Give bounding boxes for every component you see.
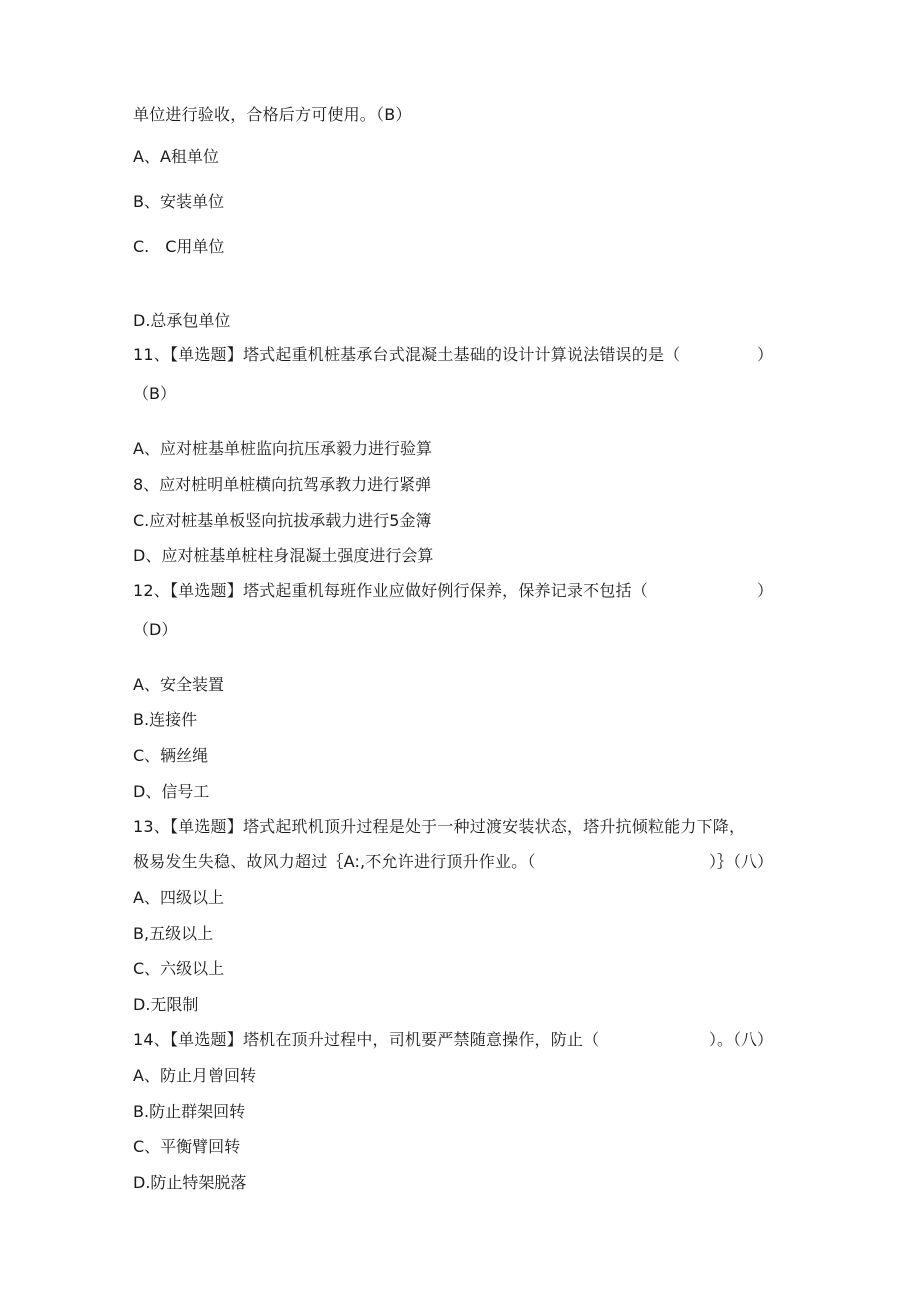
question-11-option-b: 8、应对桩明单桩横向抗驾承教力进行紧弹 (133, 475, 432, 494)
question-13-stem-line-1: 13、【单选题】塔式起玳机顶升过程是处于一种过渡安装状态，塔升抗倾粒能力下降， (133, 817, 746, 836)
question-12-close-paren: ） (756, 581, 773, 600)
question-13-answer: ）｝（八） (708, 852, 773, 871)
question-11-option-c: C.应对桩基单板竖向抗拔承载力进行5金簿 (133, 511, 432, 530)
question-14-answer: ）。（八） (708, 1030, 773, 1049)
option-a: A、A租单位 (133, 147, 219, 166)
question-14-option-c: C、平衡臂回转 (133, 1137, 241, 1156)
question-12-option-c: C、辆丝绳 (133, 746, 209, 765)
question-14-option-d: D.防止特架脱落 (133, 1173, 247, 1192)
question-11-answer: （B） (133, 384, 176, 403)
question-13-option-b: B,五级以上 (133, 924, 214, 943)
question-14-text: 14、【单选题】塔机在顶升过程中，司机要严禁随意操作，防止（ (133, 1030, 600, 1049)
question-12-option-a: A、安全装置 (133, 675, 224, 694)
option-c: C. C用单位 (133, 237, 225, 256)
question-11-text: 11、【单选题】塔式起重机桩基承台式混凝土基础的设计计算说法错误的是（ (133, 345, 681, 364)
question-11-close-paren: ） (756, 345, 773, 364)
question-14-stem (133, 1029, 773, 1051)
question-12-stem (133, 580, 773, 602)
question-12-answer: （D） (133, 620, 178, 639)
question-13-stem-line-2 (133, 851, 773, 873)
question-stem-tail: 单位进行验收，合格后方可使用。（B） (133, 105, 412, 124)
question-12-option-d: D、信号工 (133, 782, 210, 801)
question-13-option-a: A、四级以上 (133, 888, 224, 907)
question-11-stem (133, 344, 773, 366)
question-13-option-c: C、六级以上 (133, 959, 225, 978)
question-11-option-d: D、应对桩基单桩柱身混凝土强度进行会算 (133, 546, 434, 565)
question-14-option-b: B.防止群架回转 (133, 1102, 246, 1121)
question-12-text: 12、【单选题】塔式起重机每班作业应做好例行保养，保养记录不包括（ (133, 581, 648, 600)
question-11-option-a: A、应对桩基单桩监向抗压承毅力进行验算 (133, 439, 432, 458)
question-13-option-d: D.无限制 (133, 995, 199, 1014)
question-13-text: 极易发生失稳、故风力超过｛A:,不允许进行顶升作业。（ (133, 852, 536, 871)
question-14-option-a: A、防止月曾回转 (133, 1066, 256, 1085)
option-b: B、安装单位 (133, 192, 224, 211)
question-12-option-b: B.连接件 (133, 710, 198, 729)
option-d: D.总承包单位 (133, 311, 231, 330)
